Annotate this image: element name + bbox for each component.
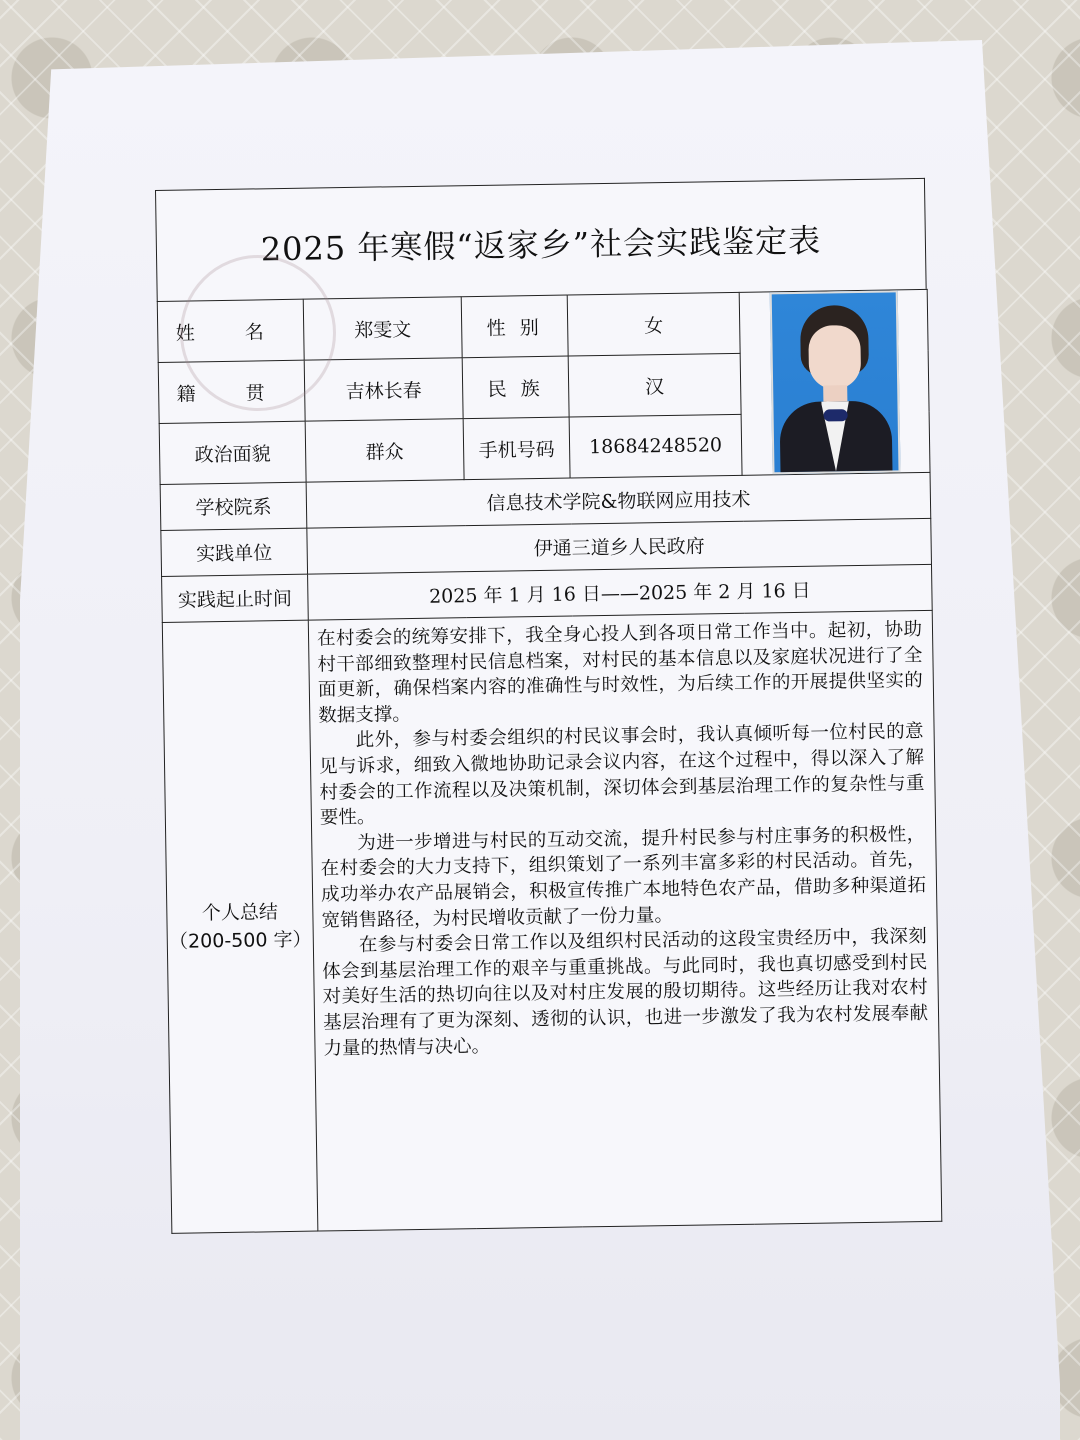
practice-unit-label: 实践单位 bbox=[161, 528, 308, 576]
summary-paragraph: 为进一步增进与村民的互动交流，提升村民参与村庄事务的积极性，在村委会的大力支持下，组织策划了一系列丰富多彩的村民活动。首先，成功举办农产品展销会，积极宣传推广本地特色农产品，借助多种渠道拓宽销售路径，为村民增收贡献了一份力量。 bbox=[320, 823, 927, 932]
photo-cell bbox=[739, 289, 930, 475]
political-status-value: 群众 bbox=[305, 419, 464, 482]
practice-period-value: 2025 年 1 月 16 日——2025 年 2 月 16 日 bbox=[308, 564, 933, 620]
summary-hint: （200-500 字） bbox=[168, 928, 312, 953]
gender-label: 性 别 bbox=[461, 295, 568, 358]
form-table bbox=[157, 289, 943, 1234]
id-photo bbox=[769, 290, 900, 474]
phone-value: 18684248520 bbox=[569, 414, 742, 478]
summary-paragraph: 此外，参与村委会组织的村民议事会时，我认真倾听每一位村民的意见与诉求，细致入微地协助记录会议内容，在这个过程中，得以深入了解村委会的工作流程以及决策机制，深切体会到基层治理工作的复杂性与重要性。 bbox=[318, 721, 925, 829]
ethnicity-value: 汉 bbox=[568, 353, 741, 417]
form-title: 2025 年寒假“返家乡”社会实践鉴定表 bbox=[155, 178, 927, 301]
college-major-value: 信息技术学院&物联网应用技术 bbox=[306, 472, 931, 528]
practice-period-label: 实践起止时间 bbox=[162, 574, 309, 622]
political-status-label: 政治面貌 bbox=[159, 421, 306, 484]
summary-label: 个人总结 bbox=[201, 901, 279, 925]
name-value: 郑雯文 bbox=[303, 297, 462, 360]
college-major-label: 学校院系 bbox=[160, 482, 307, 530]
phone-label: 手机号码 bbox=[463, 417, 570, 480]
name-label: 姓 名 bbox=[157, 299, 304, 362]
summary-paragraph: 在参与村委会日常工作以及组织村民活动的这段宝贵经历中，我深刻体会到基层治理工作的艰辛与重重挑战。与此同时，我也真切感受到村民对美好生活的热切向往以及对村庄发展的殷切期待。这些经历让我对农村基层治理有了更为深刻、透彻的认识，也进一步激发了我为农村发展奉献力量的热情与决心。 bbox=[322, 926, 929, 1059]
practice-unit-value: 伊通三道乡人民政府 bbox=[307, 518, 932, 574]
ethnicity-label: 民 族 bbox=[462, 356, 569, 419]
appraisal-form bbox=[155, 178, 941, 1234]
summary-label-cell bbox=[162, 620, 318, 1233]
summary-text bbox=[308, 610, 942, 1231]
summary-paragraph: 在村委会的统筹安排下，我全身心投人到各项日常工作当中。起初，协助村干部细致整理村民信息档案，对村民的基本信息以及家庭状况进行了全面更新，确保档案内容的准确性与时效性，为后续工作的开展提供坚实的数据支撑。 bbox=[316, 619, 923, 727]
native-place-value: 吉林长春 bbox=[304, 358, 463, 421]
native-place-label: 籍 贯 bbox=[158, 360, 305, 423]
gender-value: 女 bbox=[567, 292, 740, 356]
